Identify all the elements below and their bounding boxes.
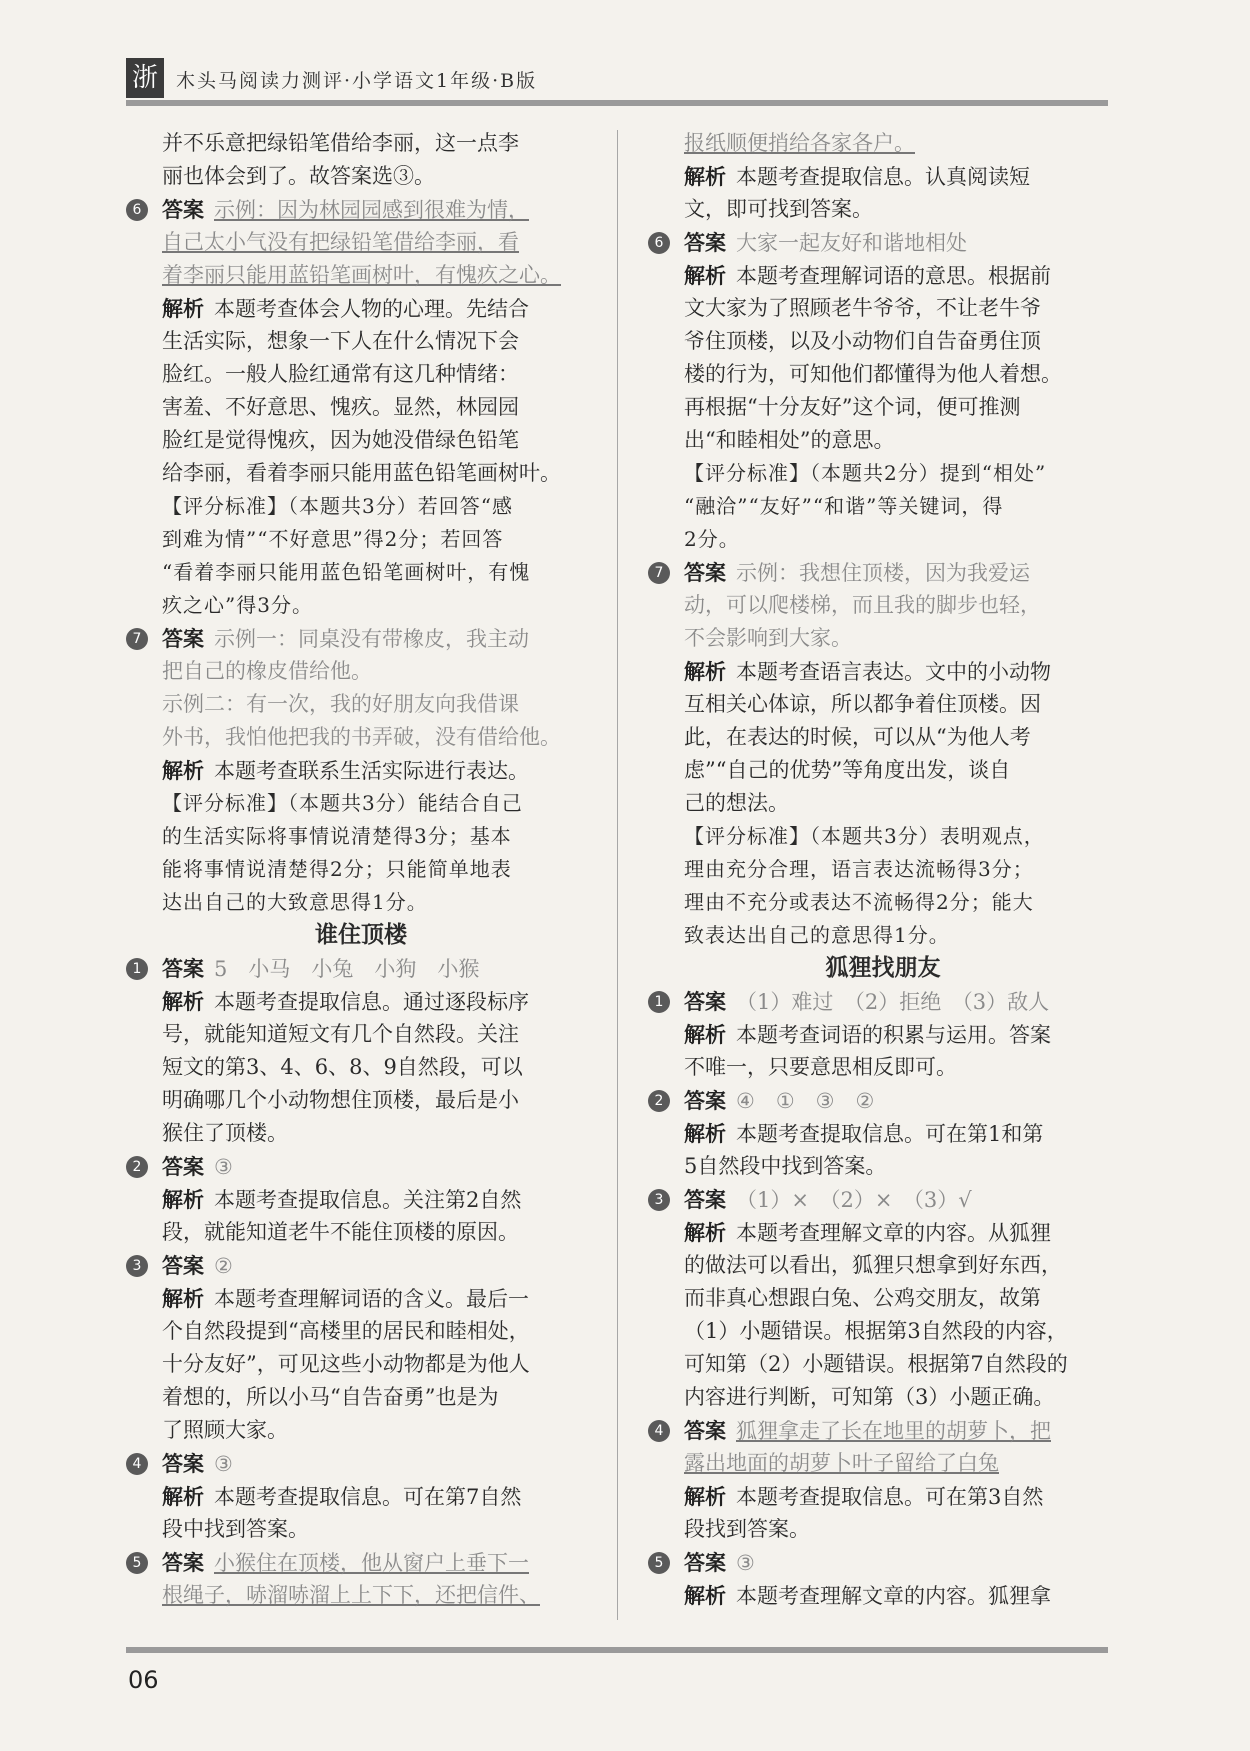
- answer-text: 示例：因为林园园感到很难为情，: [214, 198, 529, 222]
- series-logo: 浙: [126, 58, 164, 98]
- section-title: 谁住顶楼: [315, 922, 407, 948]
- analysis-label: 解析: [684, 1022, 726, 1047]
- question-1: 1 答案 （1）难过 （2）拒绝 （3）敌人 解析 本题考查词语的积累与运用。答案 不唯一，只要意思相反即可。: [648, 985, 1118, 1084]
- answer-text: ②: [214, 1254, 233, 1278]
- question-1: 1 答案 5 小马 小兔 小狗 小猴 解析 本题考查提取信息。通过逐段标序 号，就能知道短文有几个自然段。关注 短文的第3、4、6、8、9自然段，可以 明确哪几个小动物想住顶楼，最后是小 猴住了顶楼。: [126, 952, 596, 1150]
- left-column: [126, 127, 596, 1612]
- answer-text: （1）难过 （2）拒绝 （3）敌人: [736, 990, 1050, 1014]
- analysis-label: 解析: [684, 659, 726, 684]
- answer-text: ③: [736, 1551, 755, 1575]
- column-divider: [617, 130, 618, 1620]
- question-5-continued: 报纸顺便捎给各家各户。 解析 本题考查提取信息。认真阅读短 文，即可找到答案。: [684, 131, 1030, 221]
- analysis-label: 解析: [684, 164, 726, 189]
- analysis-label: 解析: [684, 1484, 726, 1509]
- question-7: 7 答案 示例一：同桌没有带橡皮，我主动 把自己的橡皮借给他。 示例二：有一次，我的好朋友向我借课 外书，我怕他把我的书弄破，没有借给他。 解析 本题考查联系生活实际进行表达。 【评分标准】（本题共3分）能结合自己 的生活实际将事情说清楚得3分；基本 能将事情说清楚得2分；只能简单地表 达出自己的大致意思得1分。: [126, 622, 596, 919]
- header-rule: [126, 100, 1108, 106]
- question-5: 5 答案 ③ 解析 本题考查理解文章的内容。狐狸拿: [648, 1546, 1118, 1612]
- question-number: 6: [126, 199, 148, 221]
- analysis-label: 解析: [684, 1220, 726, 1245]
- answer-text: 狐狸拿走了长在地里的胡萝卜，把: [736, 1419, 1051, 1443]
- question-number: 5: [126, 1552, 148, 1574]
- question-5: 5 答案 小猴住在顶楼，他从窗户上垂下一 根绳子，哧溜哧溜上上下下，还把信件、: [126, 1546, 596, 1612]
- analysis-label: 解析: [162, 1187, 204, 1212]
- question-number: 4: [648, 1420, 670, 1442]
- question-number: 6: [648, 232, 670, 254]
- footer-rule: [126, 1647, 1108, 1653]
- answer-text: ③: [214, 1452, 233, 1476]
- analysis-label: 解析: [162, 296, 204, 321]
- question-4: 4 答案 ③ 解析 本题考查提取信息。可在第7自然 段中找到答案。: [126, 1447, 596, 1546]
- analysis-label: 解析: [684, 263, 726, 288]
- answer-label: 答案: [684, 989, 726, 1014]
- answer-text: 小猴住在顶楼，他从窗户上垂下一: [214, 1551, 529, 1575]
- answer-text: 大家一起友好和谐地相处: [736, 231, 967, 255]
- question-3: 3 答案 ② 解析 本题考查理解词语的含义。最后一 个自然段提到“高楼里的居民和睦相处， 十分友好”，可见这些小动物都是为他人 着想的，所以小马“自告奋勇”也是为 了照顾大家。: [126, 1249, 596, 1447]
- question-number: 7: [648, 562, 670, 584]
- analysis-label: 解析: [162, 1484, 204, 1509]
- answer-label: 答案: [162, 1253, 204, 1278]
- question-6: 6 答案 示例：因为林园园感到很难为情， 自己太小气没有把绿铅笔借给李丽，看 着李丽只能用蓝铅笔画树叶，有愧疚之心。 解析 本题考查体会人物的心理。先结合 生活实际，想象一下人在什么情况下会 脸红。一般人脸红通常有这几种情绪： 害羞、不好意思、愧疚。显然，林园园 脸红是觉得愧疚，因为她没借绿色铅笔 给李丽，看着李丽只能用蓝色铅笔画树叶。 【评分标准】（本题共3分）若回答“感 到难为情”“不好意思”得2分；若回答 “看着李丽只能用蓝色铅笔画树叶，有愧 疚之心”得3分。: [126, 193, 596, 622]
- answer-text: 示例：我想住顶楼，因为我爱运: [736, 561, 1030, 585]
- question-number: 1: [126, 958, 148, 980]
- page-header: [126, 58, 1108, 106]
- question-7: 7 答案 示例：我想住顶楼，因为我爱运 动，可以爬楼梯，而且我的脚步也轻， 不会影响到大家。 解析 本题考查语言表达。文中的小动物 互相关心体谅，所以都争着住顶楼。因 此，在表达的时候，可以从“为他人考 虑”“自己的优势”等角度出发，谈自 己的想法。 【评分标准】（本题共3分）表明观点， 理由充分合理，语言表达流畅得3分； 理由不充分或表达不流畅得2分；能大 致表达出自己的意思得1分。: [648, 556, 1118, 952]
- analysis-label: 解析: [162, 758, 204, 783]
- question-number: 2: [648, 1090, 670, 1112]
- answer-label: 答案: [684, 1088, 726, 1113]
- answer-text: （1）× （2）× （3）√: [736, 1188, 972, 1212]
- scoring-standard: 【评分标准】（本题共3分）表明观点，: [684, 824, 1045, 848]
- scoring-standard: 【评分标准】（本题共3分）若回答“感: [162, 494, 513, 518]
- analysis-label: 解析: [684, 1121, 726, 1146]
- answer-text: ③: [214, 1155, 233, 1179]
- right-column: [648, 127, 1118, 1612]
- intro-text: 并不乐意把绿铅笔借给李丽，这一点李 丽也体会到了。故答案选③。: [162, 131, 519, 188]
- book-title: 木头马阅读力测评·小学语文1年级·B版: [176, 70, 538, 92]
- answer-text: 示例一：同桌没有带橡皮，我主动: [214, 627, 529, 651]
- answer-label: 答案: [684, 230, 726, 255]
- question-3: 3 答案 （1）× （2）× （3）√ 解析 本题考查理解文章的内容。从狐狸 的做法可以看出，狐狸只想拿到好东西， 而非真心想跟白兔、公鸡交朋友，故第 （1）小题错误。根据第3自然段的内容， 可知第（2）小题错误。根据第7自然段的 内容进行判断，可知第（3）小题正确。: [648, 1183, 1118, 1414]
- answer-label: 答案: [162, 1550, 204, 1575]
- analysis-label: 解析: [684, 1583, 726, 1608]
- scoring-standard: 【评分标准】（本题共2分）提到“相处”: [684, 461, 1047, 485]
- answer-text: 5 小马 小兔 小狗 小猴: [214, 957, 480, 981]
- answer-label: 答案: [684, 1418, 726, 1443]
- question-number: 3: [648, 1189, 670, 1211]
- answer-label: 答案: [162, 197, 204, 222]
- question-number: 1: [648, 991, 670, 1013]
- question-number: 2: [126, 1156, 148, 1178]
- answer-label: 答案: [684, 1187, 726, 1212]
- answer-label: 答案: [162, 626, 204, 651]
- question-2: 2 答案 ③ 解析 本题考查提取信息。关注第2自然 段，就能知道老牛不能住顶楼的原因。: [126, 1150, 596, 1249]
- answer-label: 答案: [162, 1451, 204, 1476]
- section-title: 狐狸找朋友: [825, 955, 941, 981]
- question-4: 4 答案 狐狸拿走了长在地里的胡萝卜，把 露出地面的胡萝卜叶子留给了白兔 解析 本题考查提取信息。可在第3自然 段找到答案。: [648, 1414, 1118, 1546]
- answer-label: 答案: [162, 956, 204, 981]
- question-number: 5: [648, 1552, 670, 1574]
- question-number: 7: [126, 628, 148, 650]
- answer-text: ④ ① ③ ②: [736, 1089, 875, 1113]
- page-number: 06: [128, 1666, 159, 1694]
- question-number: 4: [126, 1453, 148, 1475]
- answer-label: 答案: [684, 560, 726, 585]
- question-2: 2 答案 ④ ① ③ ② 解析 本题考查提取信息。可在第1和第 5自然段中找到答案。: [648, 1084, 1118, 1183]
- answer-label: 答案: [162, 1154, 204, 1179]
- question-6: 6 答案 大家一起友好和谐地相处 解析 本题考查理解词语的意思。根据前 文大家为了照顾老牛爷爷，不让老牛爷 爷住顶楼，以及小动物们自告奋勇住顶 楼的行为，可知他们都懂得为他人着想。 再根据“十分友好”这个词，便可推测 出“和睦相处”的意思。 【评分标准】（本题共2分）提到“相处” “融洽”“友好”“和谐”等关键词，得 2分。: [648, 226, 1118, 556]
- question-number: 3: [126, 1255, 148, 1277]
- answer-label: 答案: [684, 1550, 726, 1575]
- analysis-label: 解析: [162, 1286, 204, 1311]
- analysis-label: 解析: [162, 989, 204, 1014]
- scoring-standard: 【评分标准】（本题共3分）能结合自己: [162, 791, 523, 815]
